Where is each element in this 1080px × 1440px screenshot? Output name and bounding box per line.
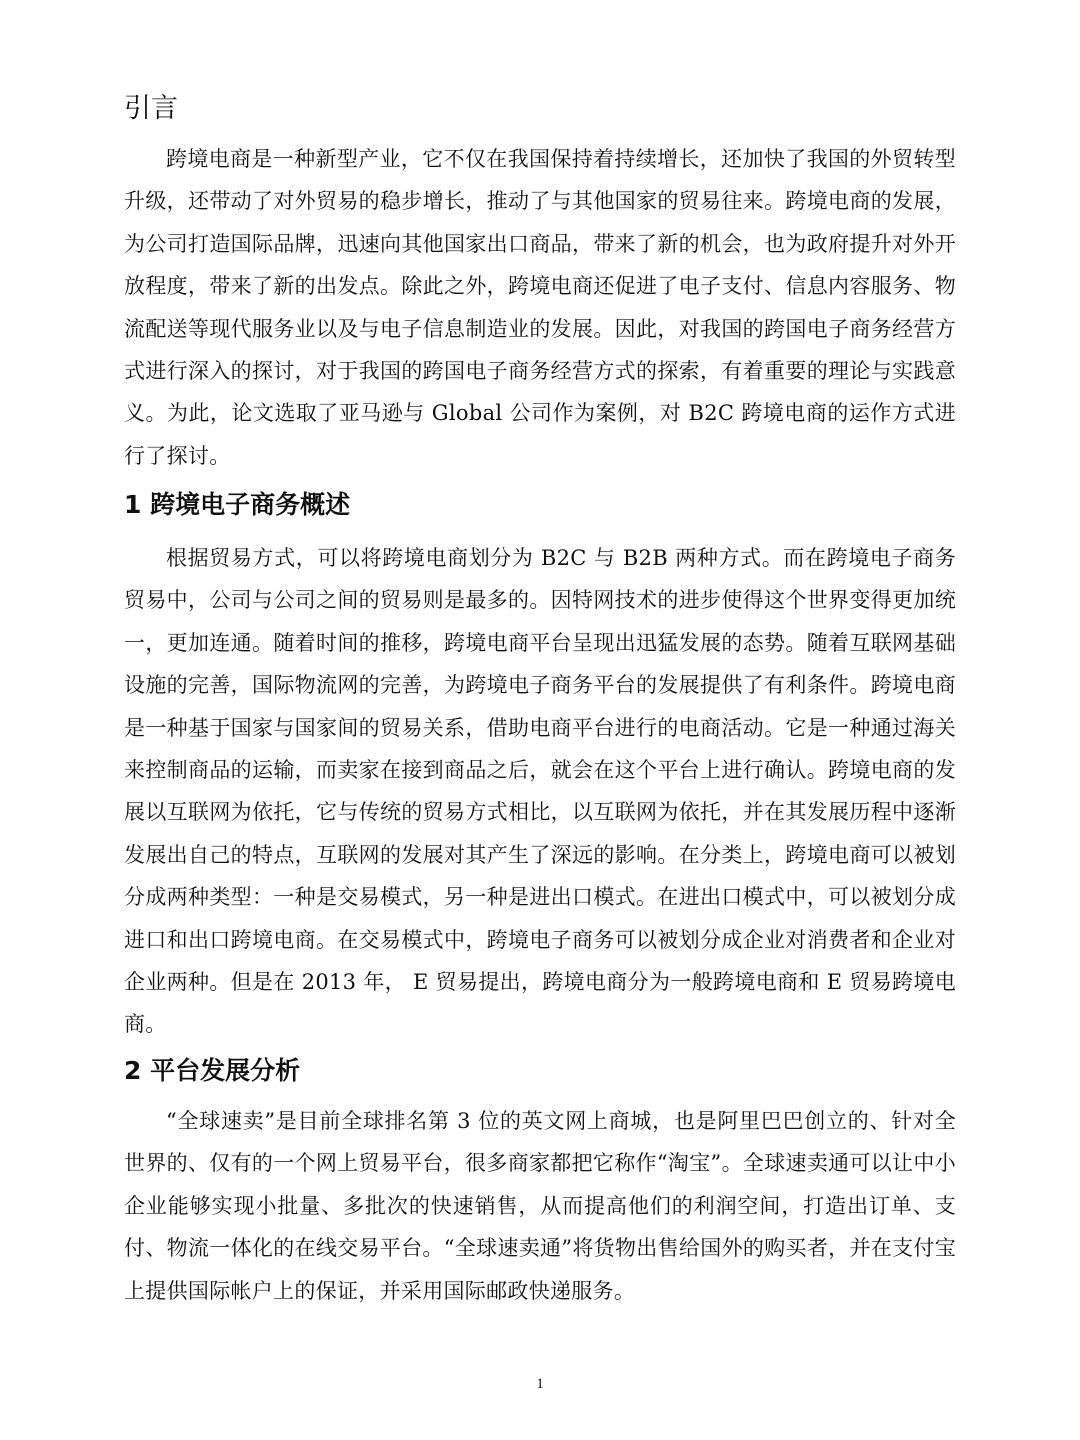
intro-heading: 引言: [124, 93, 178, 124]
section-1-paragraph: 根据贸易方式，可以将跨境电商划分为 B2C 与 B2B 两种方式。而在跨境电子商务贸易中，公司与公司之间的贸易则是最多的。因特网技术的进步使得这个世界变得更加统一，更加连通。随着时间的推移，跨境电商平台呈现出迅猛发展的态势。随着互联网基础设施的完善，国际物流网的完善，为跨境电子商务平台的发展提供了有利条件。跨境电商是一种基于国家与国家间的贸易关系，借助电商平台进行的电商活动。它是一种通过海关来控制商品的运输，而卖家在接到商品之后，就会在这个平台上进行确认。跨境电商的发展以互联网为依托，它与传统的贸易方式相比，以互联网为依托，并在其发展历程中逐渐发展出自己的特点，互联网的发展对其产生了深远的影响。在分类上，跨境电商可以被划分成两种类型：一种是交易模式，另一种是进出口模式。在进出口模式中，可以被划分成进口和出口跨境电商。在交易模式中，跨境电子商务可以被划分成企业对消费者和企业对企业两种。但是在 2013 年， E 贸易提出，跨境电商分为一般跨境电商和 E 贸易跨境电商。: [124, 546, 956, 1037]
section-2-paragraph: “全球速卖”是目前全球排名第 3 位的英文网上商城，也是阿里巴巴创立的、针对全世界的、仅有的一个网上贸易平台，很多商家都把它称作“淘宝”。全球速卖通可以让中小企业能够实现小批量、多批次的快速销售，从而提高他们的利润空间，打造出订单、支付、物流一体化的在线交易平台。“全球速卖通”将货物出售给国外的购买者，并在支付宝上提供国际帐户上的保证，并采用国际邮政快递服务。: [124, 1109, 956, 1303]
section-1-heading: 1 跨境电子商务概述: [124, 490, 351, 519]
section-2-heading: 2 平台发展分析: [124, 1056, 301, 1085]
intro-paragraph: 跨境电商是一种新型产业，它不仅在我国保持着持续增长，还加快了我国的外贸转型升级，还带动了对外贸易的稳步增长，推动了与其他国家的贸易往来。跨境电商的发展，为公司打造国际品牌，迅速向其他国家出口商品，带来了新的机会，也为政府提升对外开放程度，带来了新的出发点。除此之外，跨境电商还促进了电子支付、信息内容服务、物流配送等现代服务业以及与电子信息制造业的发展。因此，对我国的跨国电子商务经营方式进行深入的探讨，对于我国的跨国电子商务经营方式的探索，有着重要的理论与实践意义。为此，论文选取了亚马逊与 Global 公司作为案例，对 B2C 跨境电商的运作方式进行了探讨。: [124, 147, 956, 468]
page-number: 1: [536, 1376, 544, 1392]
